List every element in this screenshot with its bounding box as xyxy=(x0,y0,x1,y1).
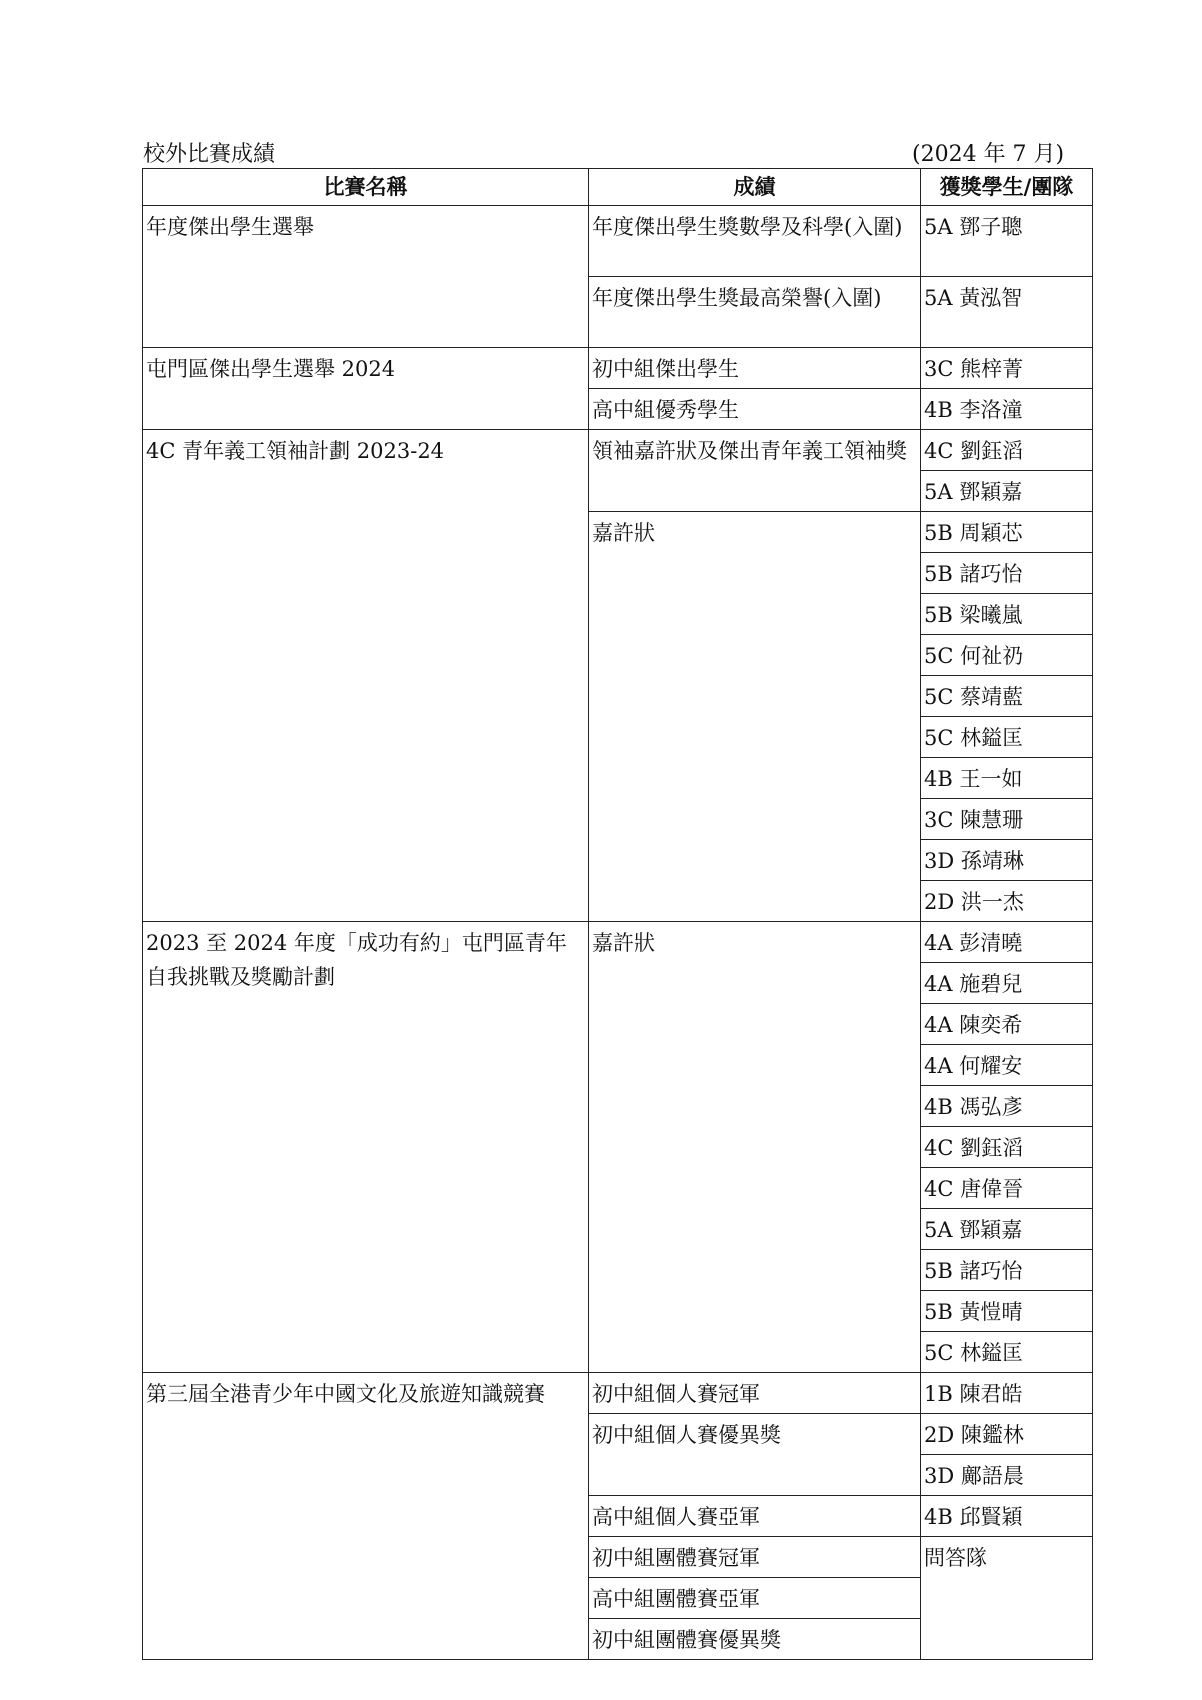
page-heading: 校外比賽成績 xyxy=(143,142,276,167)
winner: 問答隊 xyxy=(921,1537,1093,1660)
winner: 4A 彭清曉 xyxy=(921,922,1093,963)
winner: 3C 熊梓菁 xyxy=(921,348,1093,389)
competition-name: 屯門區傑出學生選舉 2024 xyxy=(143,348,589,430)
winner: 5C 何祉礽 xyxy=(921,635,1093,676)
header-competition: 比賽名稱 xyxy=(143,169,589,206)
winner: 5C 蔡靖藍 xyxy=(921,676,1093,717)
header-winners: 獲獎學生/團隊 xyxy=(921,169,1093,206)
winner: 3D 鄺語晨 xyxy=(921,1455,1093,1496)
table-row xyxy=(143,1373,1093,1414)
award-result: 嘉許狀 xyxy=(589,512,921,922)
report-date: (2024 年 7 月) xyxy=(912,142,1065,167)
competition-name: 4C 青年義工領袖計劃 2023-24 xyxy=(143,430,589,922)
award-result: 初中組團體賽優異獎 xyxy=(589,1619,921,1660)
winner: 5A 鄧子聰 xyxy=(921,206,1093,277)
award-result: 領袖嘉許狀及傑出青年義工領袖獎 xyxy=(589,430,921,512)
winner: 5A 鄧穎嘉 xyxy=(921,471,1093,512)
winner: 4A 何耀安 xyxy=(921,1045,1093,1086)
award-result: 高中組優秀學生 xyxy=(589,389,921,430)
award-result: 年度傑出學生獎數學及科學(入圍) xyxy=(589,206,921,277)
winner: 4A 施碧兒 xyxy=(921,963,1093,1004)
winner: 4B 李洛潼 xyxy=(921,389,1093,430)
winner: 5A 黃泓智 xyxy=(921,277,1093,348)
winner: 5B 周穎芯 xyxy=(921,512,1093,553)
winner: 5B 諸巧怡 xyxy=(921,553,1093,594)
winner: 5B 諸巧怡 xyxy=(921,1250,1093,1291)
winner: 5B 梁曦嵐 xyxy=(921,594,1093,635)
winner: 5A 鄧穎嘉 xyxy=(921,1209,1093,1250)
award-result: 初中組個人賽優異獎 xyxy=(589,1414,921,1496)
award-result: 高中組團體賽亞軍 xyxy=(589,1578,921,1619)
table-row xyxy=(143,430,1093,471)
table-row xyxy=(143,348,1093,389)
award-result: 初中組團體賽冠軍 xyxy=(589,1537,921,1578)
award-result: 初中組傑出學生 xyxy=(589,348,921,389)
competition-name: 年度傑出學生選舉 xyxy=(143,206,589,348)
winner: 3C 陳慧珊 xyxy=(921,799,1093,840)
winner: 2D 洪一杰 xyxy=(921,881,1093,922)
winner: 4B 邱賢穎 xyxy=(921,1496,1093,1537)
competition-name: 2023 至 2024 年度「成功有約」屯門區青年自我挑戰及獎勵計劃 xyxy=(143,922,589,1373)
header-result: 成績 xyxy=(589,169,921,206)
award-result: 高中組個人賽亞軍 xyxy=(589,1496,921,1537)
competition-name: 第三屆全港青少年中國文化及旅遊知識競賽 xyxy=(143,1373,589,1660)
winner: 5C 林鎰匡 xyxy=(921,1332,1093,1373)
winner: 4C 劉鈺滔 xyxy=(921,430,1093,471)
winner: 4B 馮弘彥 xyxy=(921,1086,1093,1127)
winner: 4C 劉鈺滔 xyxy=(921,1127,1093,1168)
winner: 1B 陳君皓 xyxy=(921,1373,1093,1414)
table-row xyxy=(143,206,1093,277)
winner: 2D 陳鑑林 xyxy=(921,1414,1093,1455)
winner: 4C 唐偉晉 xyxy=(921,1168,1093,1209)
winner: 5B 黃愷晴 xyxy=(921,1291,1093,1332)
award-result: 初中組個人賽冠軍 xyxy=(589,1373,921,1414)
winner: 4A 陳奕希 xyxy=(921,1004,1093,1045)
winner: 5C 林鎰匡 xyxy=(921,717,1093,758)
table-row xyxy=(143,922,1093,963)
award-result: 年度傑出學生獎最高榮譽(入圍) xyxy=(589,277,921,348)
winner: 4B 王一如 xyxy=(921,758,1093,799)
results-table xyxy=(142,168,1093,1660)
winner: 3D 孫靖琳 xyxy=(921,840,1093,881)
header-row xyxy=(143,169,1093,206)
award-result: 嘉許狀 xyxy=(589,922,921,1373)
